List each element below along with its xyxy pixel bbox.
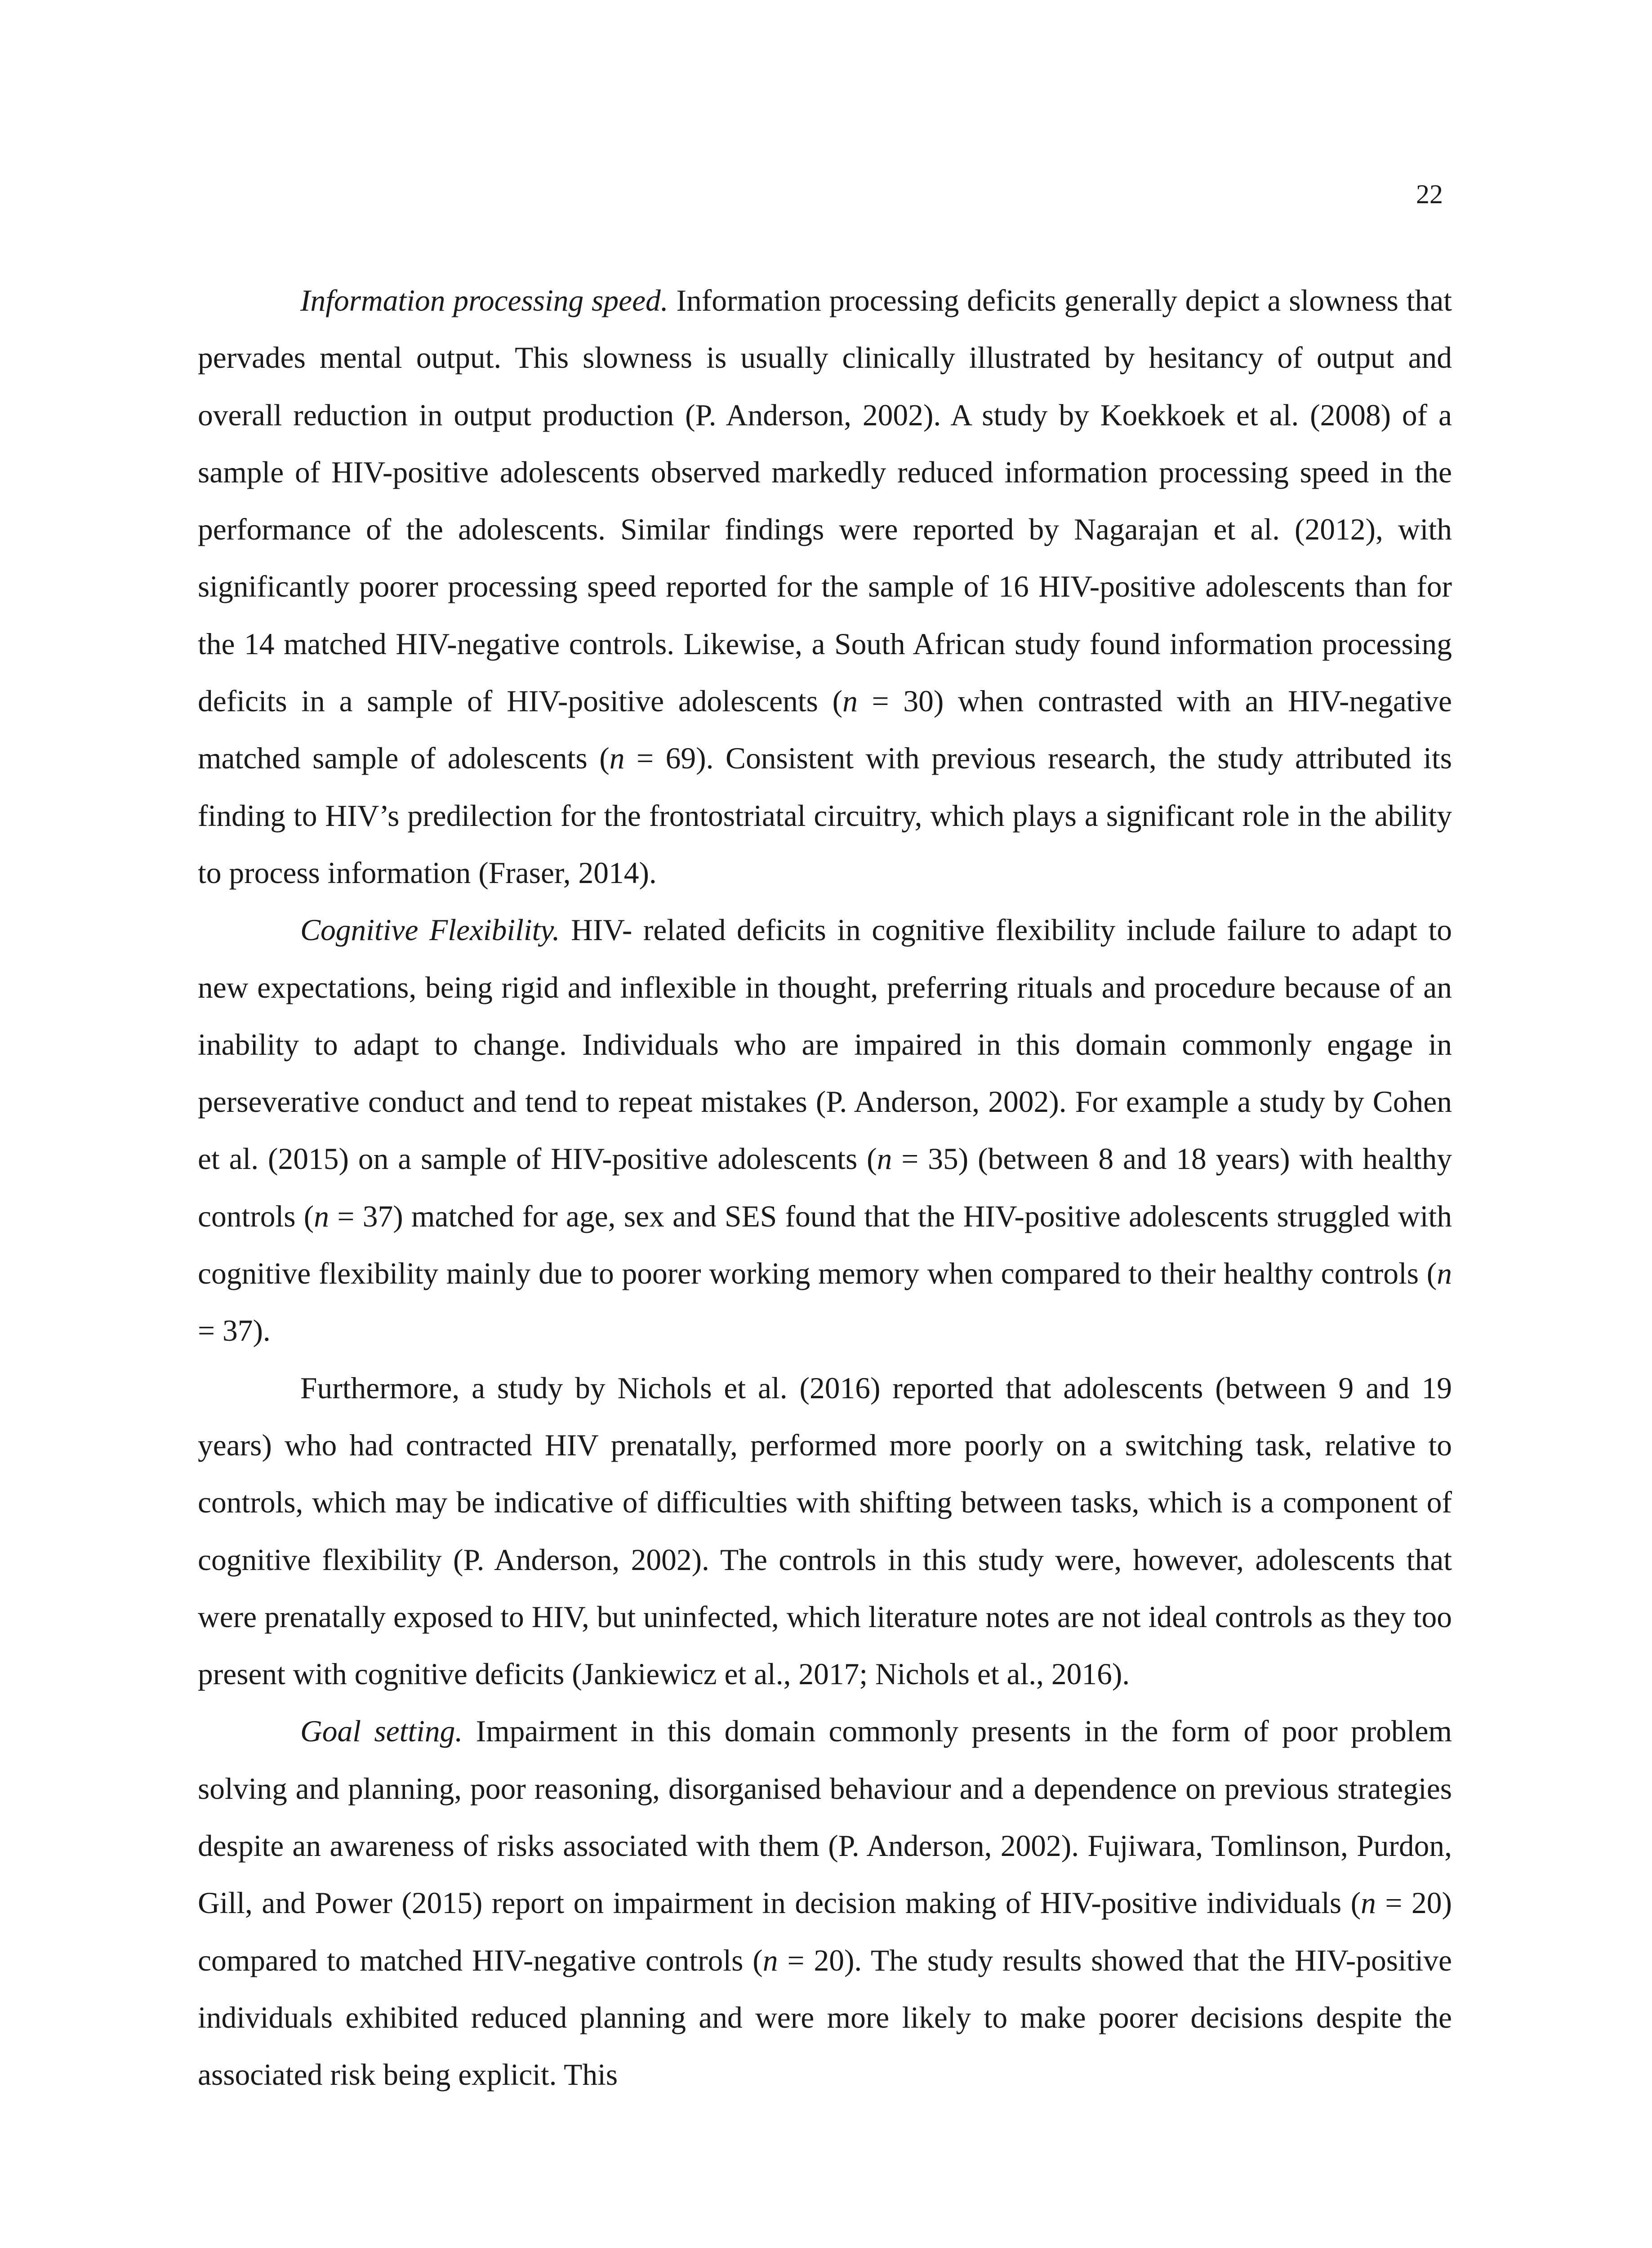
text-segment: Impairment in this domain commonly presents in the form of poor problem solving and planning, poor reasoning, disorganised behaviour and a dependence on previous strategies despite an awareness of risks associated with them (P. Anderson, 2002). Fujiwara, Tomlinson, Purdon, Gill, and Power (2015) report on impairment in decision making of HIV-positive individuals ( (198, 1714, 1452, 1920)
text-segment: = 20). The study results showed that the HIV-positive individuals exhibited reduced planning and were more likely to make poorer decisions despite the associated risk being explicit. This (198, 1943, 1452, 2092)
paragraph-cognitive-flexibility (198, 901, 1452, 1359)
text-segment: = 69). Consistent with previous research, the study attributed its finding to HIV’s predilection for the frontostriatal circuitry, which plays a significant role in the ability to process information (Fraser, 2014). (198, 741, 1452, 890)
text-segment: = 37). (198, 1314, 271, 1348)
sample-size-symbol: n (1361, 1886, 1376, 1920)
sample-size-symbol: n (609, 741, 625, 776)
sample-size-symbol: n (314, 1199, 330, 1233)
text-segment: = 30) when contrasted with an HIV-negative matched sample of adolescents ( (198, 684, 1452, 776)
section-heading: Cognitive Flexibility. (300, 913, 560, 947)
text-segment: = 37) matched for age, sex and SES found that the HIV-positive adolescents struggled with cognitive flexibility mainly due to poorer working memory when compared to their healthy controls ( (198, 1199, 1452, 1291)
text-segment: HIV- related deficits in cognitive flexibility include failure to adapt to new expectations, being rigid and inflexible in thought, preferring rituals and procedure because of an inability to adapt to change. Individuals who are impaired in this domain commonly engage in perseverative conduct and tend to repeat mistakes (P. Anderson, 2002). For example a study by Cohen et al. (2015) on a sample of HIV-positive adolescents ( (198, 913, 1452, 1176)
paragraph-goal-setting (198, 1703, 1452, 2103)
text-segment: Information processing deficits generally depict a slowness that pervades mental output. This slowness is usually clinically illustrated by hesitancy of output and overall reduction in output production (P. Anderson, 2002). A study by Koekkoek et al. (2008) of a sample of HIV-positive adolescents observed markedly reduced information processing speed in the performance of the adolescents. Similar findings were reported by Nagarajan et al. (2012), with significantly poorer processing speed reported for the sample of 16 HIV-positive adolescents than for the 14 matched HIV-negative controls. Likewise, a South African study found information processing deficits in a sample of HIV-positive adolescents ( (198, 284, 1452, 718)
text-segment: = 20) compared to matched HIV-negative controls ( (198, 1886, 1452, 1977)
text-segment: Furthermore, a study by Nichols et al. (2016) reported that adolescents (between 9 and 19 years) who had contracted HIV prenatally, performed more poorly on a switching task, relative to controls, which may be indicative of difficulties with shifting between tasks, which is a component of cognitive flexibility (P. Anderson, 2002). The controls in this study were, however, adolescents that were prenatally exposed to HIV, but uninfected, which literature notes are not ideal controls as they too present with cognitive deficits (Jankiewicz et al., 2017; Nichols et al., 2016). (198, 1371, 1452, 1691)
text-segment: = 35) (between 8 and 18 years) with healthy controls ( (198, 1142, 1452, 1233)
body-text (198, 272, 1452, 2104)
sample-size-symbol: n (762, 1943, 778, 1977)
section-heading: Goal setting. (300, 1714, 463, 1748)
paragraph-nichols-study (198, 1360, 1452, 1703)
sample-size-symbol: n (1437, 1257, 1452, 1291)
sample-size-symbol: n (842, 684, 858, 718)
section-heading: Information processing speed. (300, 284, 668, 317)
sample-size-symbol: n (877, 1142, 892, 1176)
paragraph-information-processing-speed (198, 272, 1452, 901)
page-number: 22 (1416, 179, 1443, 209)
